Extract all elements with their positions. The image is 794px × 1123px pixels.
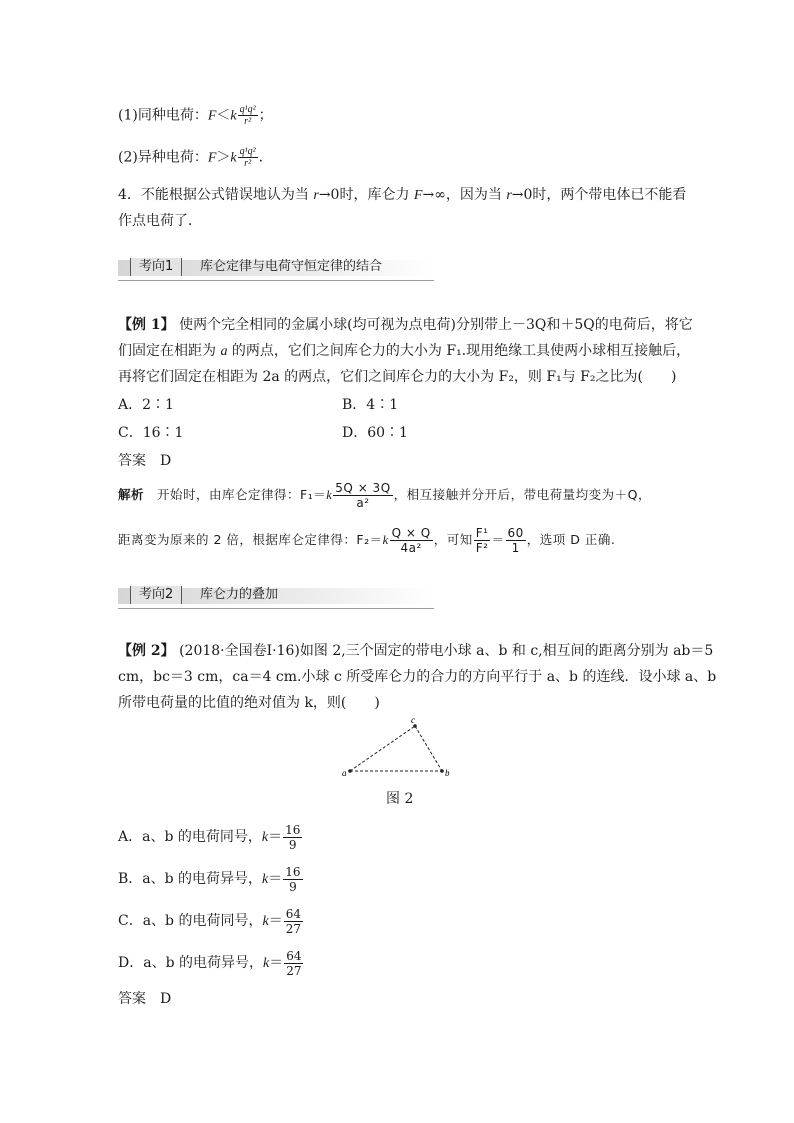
section-header-2	[118, 586, 434, 609]
section-tag: 考向1	[130, 258, 182, 276]
example-2-line2: cm，bc＝3 cm，ca＝4 cm.小球 c 所受库仑力的合力的方向平行于 a、b 的连线．设小球 a、b	[118, 669, 717, 685]
option-d: D．a、b 的电荷异号，k＝ $\frac{64}{27}$	[118, 948, 302, 978]
section-title: 库仑力的叠加	[200, 587, 279, 602]
section-header-1	[118, 258, 434, 281]
option-a: A．a、b 的电荷同号，k＝ $\frac{16}{9}$	[118, 822, 301, 852]
section-tag: 考向2	[130, 586, 182, 604]
example-1-answer: 答案 D	[118, 453, 172, 469]
solution-fraction-f1: $\frac{5Q \times 3Q}{\text{a²}}$	[335, 481, 391, 510]
solution-fraction-f2: $\frac{Q \times Q}{\text{4a²}}$	[391, 526, 431, 555]
example-1-solution-line1: 解析 开始时，由库仑定律得：F₁＝k $\frac{5Q \times 3Q}{\text{a²}}$ ，相互接触并分开后，带电荷量均变为＋Q，	[118, 481, 651, 510]
rule-opposite-charge: (2)异种电荷：F＞k $\frac{\text{q¹q²}}{\text{r²}}$ .	[118, 146, 264, 169]
example-2-line1: 【例 2】 (2018·全国卷Ⅰ·16)如图 2,三个固定的带电小球 a、b 和 c,相互间的距离分别为 ab＝5	[118, 643, 714, 659]
section-title: 库仑定律与电荷守恒定律的结合	[200, 259, 383, 274]
triangle-figure	[340, 716, 460, 782]
point-4-line2: 作点电荷了．	[118, 213, 202, 229]
label-a: a	[342, 768, 347, 778]
example-2-line3: 所带电荷量的比值的绝对值为 k，则( )	[118, 695, 380, 711]
point-b	[440, 769, 444, 773]
option-b: B．4∶1	[342, 397, 399, 413]
point-4-line1: 4．不能根据公式错误地认为当 r→0时，库仑力 F→∞，因为当 r→0时，两个带电体已不能看	[118, 187, 687, 203]
side-cb	[415, 726, 442, 771]
label-c: c	[411, 716, 415, 725]
example-1-line2: 们固定在相距为 a 的两点，它们之间库仑力的大小为 F₁.现用绝缘工具使两小球相互接触后，	[118, 343, 691, 359]
option-c: C．16∶1	[118, 425, 184, 441]
point-a	[348, 769, 352, 773]
example-1-solution-line2: 距离变为原来的 2 倍，根据库仑定律得：F₂＝k $\frac{Q \times Q}{\text{4a²}}$ ，可知 $\frac{\text{F¹}}{\text{F²}}$ ＝ $\frac{60}{1}$ ，选项 D 正确.	[118, 526, 616, 555]
example-2-answer: 答案 D	[118, 991, 172, 1007]
example-label: 【例 2】	[118, 643, 175, 659]
option-a: A．2∶1	[118, 397, 174, 413]
side-ca	[350, 726, 415, 771]
example-1-line3: 再将它们固定在相距为 2a 的两点，它们之间库仑力的大小为 F₂，则 F₁与 F₂之比为( )	[118, 369, 677, 385]
label-b: b	[445, 768, 450, 778]
coulomb-fraction: $\frac{\text{q¹q²}}{\text{r²}}$	[239, 104, 256, 127]
solution-fraction-ratio: $\frac{\text{F¹}}{\text{F²}}$	[475, 526, 489, 555]
coulomb-fraction: $\frac{\text{q¹q²}}{\text{r²}}$	[239, 146, 256, 169]
rule-same-charge: (1)同种电荷：F＜k $\frac{\text{q¹q²}}{\text{r²}}$ ；	[118, 104, 273, 127]
example-1-line1: 【例 1】 使两个完全相同的金属小球(均可视为点电荷)分别带上－3Q和＋5Q的电荷后，将它	[118, 317, 693, 333]
solution-fraction-result: $\frac{60}{1}$	[507, 526, 524, 555]
figure-caption: 图 2	[386, 791, 414, 807]
option-c: C．a、b 的电荷同号，k＝ $\frac{64}{27}$	[118, 906, 301, 936]
example-label: 【例 1】	[118, 317, 175, 333]
option-d: D．60∶1	[342, 425, 408, 441]
option-b: B．a、b 的电荷异号，k＝ $\frac{16}{9}$	[118, 864, 301, 894]
